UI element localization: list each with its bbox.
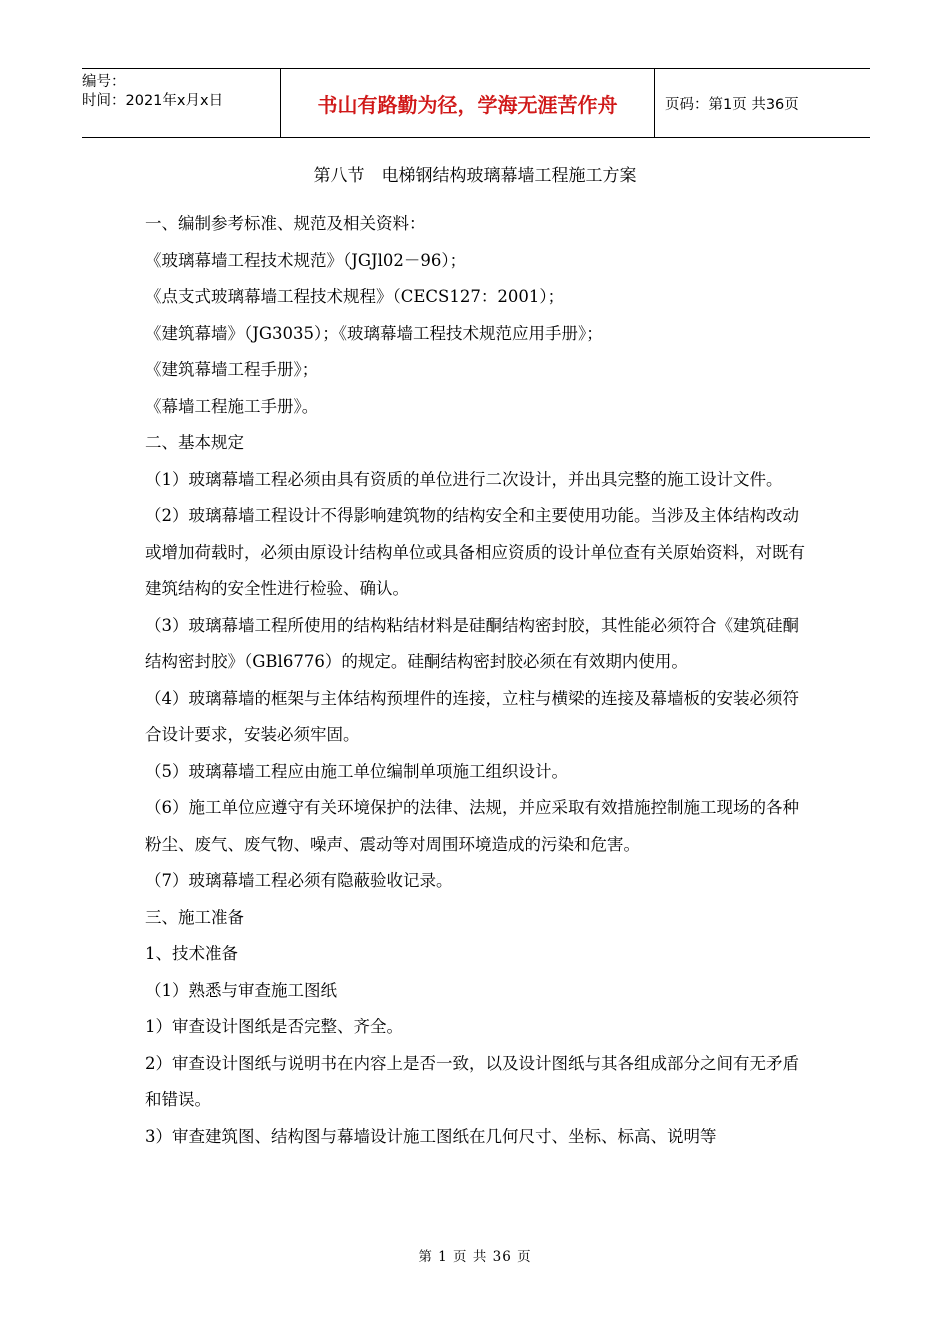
reference-item: 《建筑幕墙》（JG3035）；《玻璃幕墙工程技术规范应用手册》； [145,323,603,343]
rule-item: （6）施工单位应遵守有关环境保护的法律、法规，并应采取有效措施控制施工现场的各种粉尘、废气、废气物、噪声、震动等对周围环境造成的污染和危害。 [145,798,799,854]
review-item: 2）审查设计图纸与说明书在内容上是否一致，以及设计图纸与其各组成部分之间有无矛盾和错误。 [145,1053,799,1109]
document-body [145,206,807,1155]
reference-item: 《点支式玻璃幕墙工程技术规程》（CECS127：2001）； [145,287,565,306]
document-number-label: 编号： [82,74,126,90]
rule-item: （7）玻璃幕墙工程必须有隐蔽验收记录。 [145,871,453,890]
rule-item: （4）玻璃幕墙的框架与主体结构预埋件的连接，立柱与横梁的连接及幕墙板的安装必须符合设计要求，安装必须牢固。 [145,688,799,744]
rule-item: （3）玻璃幕墙工程所使用的结构粘结材料是硅酮结构密封胶，其性能必须符合《建筑硅酮结构密封胶》（GBl6776）的规定。硅酮结构密封胶必须在有效期内使用。 [145,615,799,671]
review-item: 1）审查设计图纸是否完整、齐全。 [145,1017,403,1036]
subheading-drawing-review: （1）熟悉与审查施工图纸 [145,980,337,1000]
reference-item: 《幕墙工程施工手册》。 [145,396,319,416]
document-time: 时间：2021年x月x日 [82,93,224,109]
heading-basic-rules: 二、基本规定 [145,433,244,452]
rule-item: （5）玻璃幕墙工程应由施工单位编制单项施工组织设计。 [145,761,568,781]
header-motto: 书山有路勤为径，学海无涯苦作舟 [281,69,655,137]
heading-preparation: 三、施工准备 [145,907,244,927]
header-page-info: 页码：第1页 共36页 [665,96,799,113]
reference-item: 《建筑幕墙工程手册》； [145,360,319,379]
page-header [82,68,870,138]
subheading-technical-prep: 1、技术准备 [145,944,238,963]
header-meta [82,69,281,137]
review-item: 3）审查建筑图、结构图与幕墙设计施工图纸在几何尺寸、坐标、标高、说明等 [145,1126,717,1146]
heading-references: 一、编制参考标准、规范及相关资料： [145,214,426,233]
rule-item: （1）玻璃幕墙工程必须由具有资质的单位进行二次设计，并出具完整的施工设计文件。 [145,469,783,489]
section-title: 第八节 电梯钢结构玻璃幕墙工程施工方案 [313,166,637,186]
reference-item: 《玻璃幕墙工程技术规范》（JGJl02－96）； [145,250,467,270]
page-footer: 第 1 页 共 36 页 [418,1249,532,1265]
rule-item: （2）玻璃幕墙工程设计不得影响建筑物的结构安全和主要使用功能。当涉及主体结构改动或增加荷载时，必须由原设计结构单位或具备相应资质的设计单位查有关原始资料，对既有建筑结构的安全性进行检验、确认。 [145,506,805,598]
